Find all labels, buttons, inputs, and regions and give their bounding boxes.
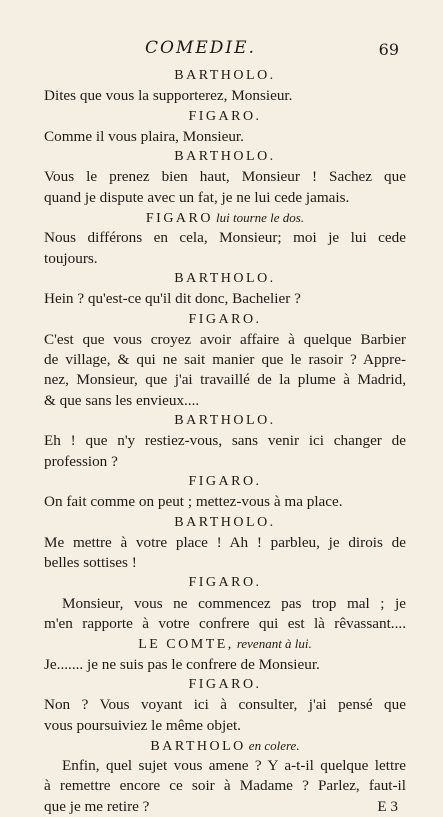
dialogue-line xyxy=(44,614,406,634)
dialogue-line xyxy=(44,188,406,208)
dialogue-line xyxy=(44,370,406,390)
dialogue-text: Hein ? qu'est-ce qu'il dit donc, Bachelier ? xyxy=(44,290,301,308)
dialogue-line xyxy=(44,431,406,451)
speaker-name xyxy=(44,310,406,330)
dialogue-text: Me mettre à votre place ! Ah ! parbleu, je dirois de xyxy=(44,533,406,551)
dialogue-text: Enfin, quel sujet vous amene ? Y a-t-il quelque lettre xyxy=(62,757,406,775)
speaker-name xyxy=(44,147,406,167)
dialogue-text: On fait comme on peut ; mettez-vous à ma place. xyxy=(44,493,343,511)
dialogue-text: nez, Monsieur, que j'ai travaillé de la plume à Madrid, xyxy=(44,371,406,389)
dialogue-line xyxy=(44,249,406,269)
dialogue-text: que je me retire ? xyxy=(44,797,150,815)
dialogue-line xyxy=(44,553,406,573)
dialogue-text: à remettre encore ce soir à Madame ? Parlez, faut-il xyxy=(44,777,406,795)
speaker-label: BARTHOLO. xyxy=(174,514,276,530)
dialogue-text: m'en rapporte à votre confrere qui est là rêvassant.... xyxy=(44,615,406,633)
speaker-label: FIGARO. xyxy=(188,311,262,327)
dialogue-line xyxy=(44,492,406,512)
dialogue-text: belles sottises ! xyxy=(44,554,137,572)
dialogue-text: Dites que vous la supporterez, Monsieur. xyxy=(44,87,293,105)
speaker-name xyxy=(44,208,406,228)
stage-direction: en colere. xyxy=(248,737,300,753)
dialogue-line xyxy=(44,350,406,370)
dialogue-line xyxy=(44,167,406,187)
dialogue-line xyxy=(44,86,406,106)
dialogue-line xyxy=(44,228,406,248)
speaker-label: FIGARO xyxy=(145,211,213,227)
speaker-label: BARTHOLO xyxy=(150,738,246,754)
speaker-name xyxy=(44,675,406,695)
dialogue-line xyxy=(44,776,406,796)
speaker-name xyxy=(44,573,406,593)
dialogue-text: Monsieur, vous ne commencez pas trop mal ; je xyxy=(62,594,406,612)
dialogue-text: profession ? xyxy=(44,452,118,470)
stage-direction: lui tourne le dos. xyxy=(216,210,305,226)
play-text xyxy=(44,66,406,817)
stage-direction: revenant à lui. xyxy=(236,636,312,652)
speaker-label: FIGARO. xyxy=(188,473,262,489)
dialogue-text: Nous différons en cela, Monsieur; moi je lui cede xyxy=(44,229,406,247)
dialogue-text: quand je dispute avec un fat, je ne lui cede jamais. xyxy=(44,188,350,206)
dialogue-text: Non ? Vous voyant ici à consulter, j'ai pensé que xyxy=(44,696,406,714)
dialogue-text: Eh ! que n'y restiez-vous, sans venir ici changer de xyxy=(44,432,406,450)
dialogue-text: de village, & qui ne sait manier que le rasoir ? Appre- xyxy=(44,351,406,369)
speaker-name xyxy=(44,66,406,86)
speaker-label: BARTHOLO. xyxy=(174,270,276,286)
speaker-name xyxy=(44,107,406,127)
dialogue-line xyxy=(44,533,406,553)
dialogue-line xyxy=(44,716,406,736)
dialogue-line xyxy=(44,695,406,715)
speaker-name xyxy=(44,411,406,431)
speaker-label: LE COMTE, xyxy=(138,637,234,653)
dialogue-line xyxy=(44,655,406,675)
speaker-name xyxy=(44,269,406,289)
dialogue-line xyxy=(44,127,406,147)
dialogue-line xyxy=(44,289,406,309)
speaker-name xyxy=(44,472,406,492)
dialogue-line xyxy=(44,756,406,776)
dialogue-line xyxy=(44,391,406,411)
speaker-label: FIGARO. xyxy=(188,108,262,124)
speaker-name xyxy=(44,513,406,533)
speaker-label: BARTHOLO. xyxy=(174,149,276,165)
dialogue-text: & que sans les envieux.... xyxy=(44,391,200,409)
dialogue-text: Je....... je ne suis pas le confrere de Monsieur. xyxy=(44,655,320,673)
speaker-label: BARTHOLO. xyxy=(174,68,276,83)
running-title: COMEDIE. xyxy=(145,38,256,58)
speaker-label: FIGARO. xyxy=(188,575,262,591)
speaker-label: FIGARO. xyxy=(188,676,262,692)
dialogue-text: Comme il vous plaira, Monsieur. xyxy=(44,127,244,145)
dialogue-text: toujours. xyxy=(44,249,98,267)
speaker-label: BARTHOLO. xyxy=(174,413,276,429)
page-header xyxy=(0,38,443,64)
dialogue-line xyxy=(44,330,406,350)
dialogue-text: Vous le prenez bien haut, Monsieur ! Sachez que xyxy=(44,168,406,186)
dialogue-text: C'est que vous croyez avoir affaire à quelque Barbier xyxy=(44,330,406,348)
dialogue-line xyxy=(44,594,406,614)
signature-mark: E 3 xyxy=(377,797,398,815)
dialogue-text: vous poursuiviez le même objet. xyxy=(44,716,241,734)
page-number: 69 xyxy=(378,40,399,59)
dialogue-line xyxy=(44,452,406,472)
speaker-name xyxy=(44,634,406,654)
speaker-name xyxy=(44,736,406,756)
